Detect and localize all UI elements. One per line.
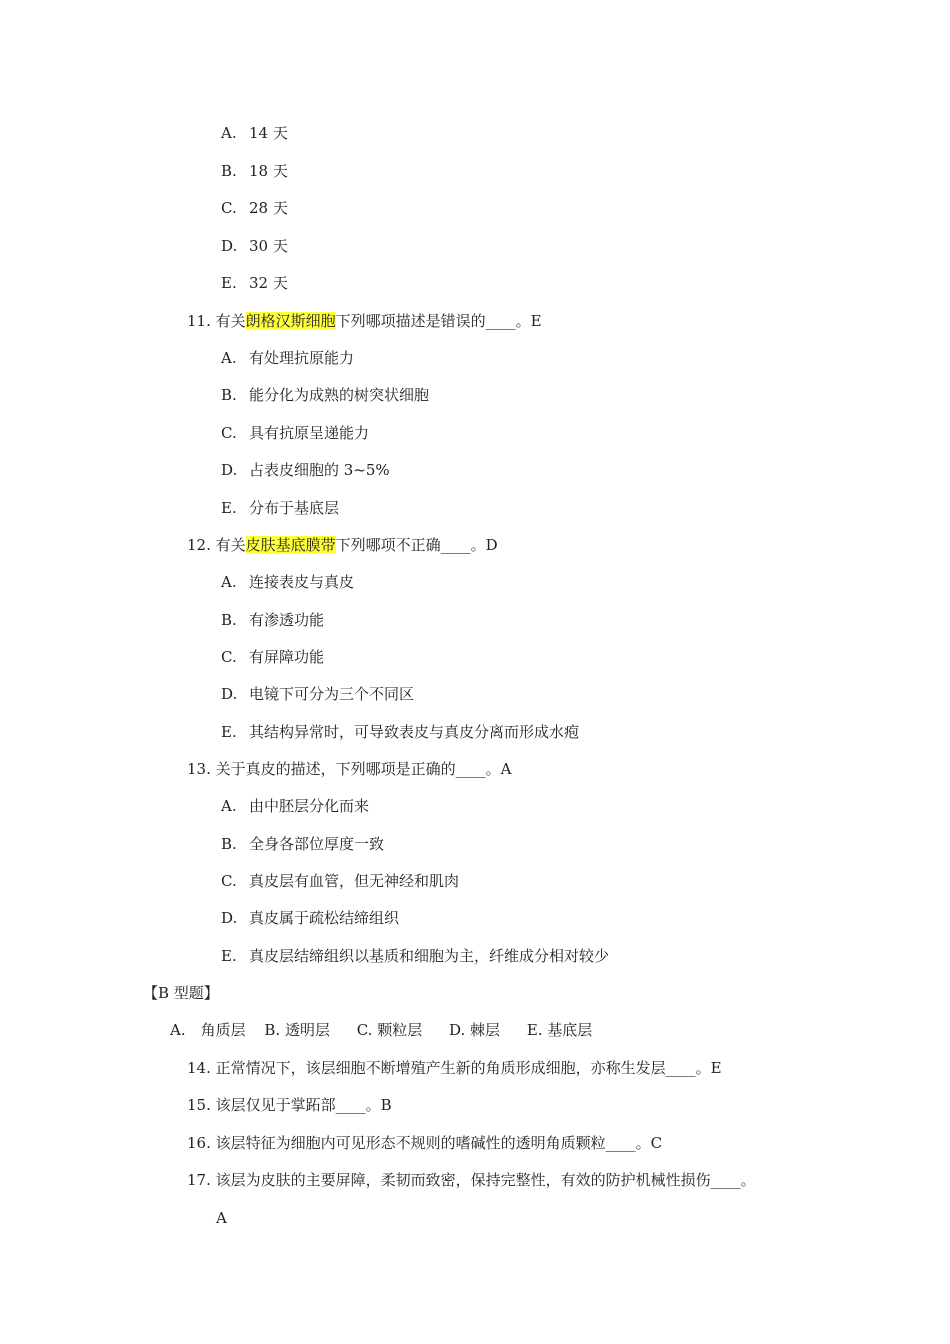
- option-item: D. 电镜下可分为三个不同区: [221, 685, 415, 703]
- option-item: B. 有渗透功能: [221, 611, 325, 629]
- option-item: D. 占表皮细胞的 3~5%: [221, 461, 390, 479]
- question-13: 13. 关于真皮的描述，下列哪项是正确的____。A: [187, 760, 512, 778]
- option-item: B. 18 天: [221, 162, 288, 180]
- option-item: C. 具有抗原呈递能力: [221, 424, 370, 442]
- option-item: E. 分布于基底层: [221, 499, 340, 517]
- option-item: D. 真皮属于疏松结缔组织: [221, 909, 400, 927]
- option-item: A. 由中胚层分化而来: [221, 797, 370, 815]
- question-14: 14. 正常情况下，该层细胞不断增殖产生新的角质形成细胞，亦称生发层____。E: [187, 1059, 722, 1077]
- question-12: 12. 有关皮肤基底膜带下列哪项不正确____。D: [187, 536, 498, 554]
- option-item: E. 真皮层结缔组织以基质和细胞为主，纤维成分相对较少: [221, 947, 610, 965]
- highlighted-term: 皮肤基底膜带: [245, 536, 336, 554]
- option-item: A. 有处理抗原能力: [221, 349, 355, 367]
- question-15: 15. 该层仅见于掌跖部____。B: [187, 1096, 392, 1114]
- option-item: A. 连接表皮与真皮: [221, 573, 355, 591]
- section-heading: 【B 型题】: [143, 984, 219, 1002]
- option-item: C. 28 天: [221, 199, 288, 217]
- option-item: D. 30 天: [221, 237, 288, 255]
- option-item: C. 有屏障功能: [221, 648, 325, 666]
- option-item: A. 14 天: [221, 124, 288, 142]
- question-11: 11. 有关朗格汉斯细胞下列哪项描述是错误的____。E: [187, 312, 542, 330]
- highlighted-term: 朗格汉斯细胞: [245, 312, 336, 330]
- answer-17: A: [216, 1209, 227, 1227]
- option-item: E. 32 天: [221, 274, 288, 292]
- option-item: C. 真皮层有血管，但无神经和肌肉: [221, 872, 460, 890]
- option-item: B. 能分化为成熟的树突状细胞: [221, 386, 430, 404]
- option-item: B. 全身各部位厚度一致: [221, 835, 385, 853]
- question-16: 16. 该层特征为细胞内可见形态不规则的嗜碱性的透明角质颗粒____。C: [187, 1134, 663, 1152]
- option-item: E. 其结构异常时，可导致表皮与真皮分离而形成水疱: [221, 723, 580, 741]
- question-17: 17. 该层为皮肤的主要屏障，柔韧而致密，保持完整性，有效的防护机械性损伤____。: [187, 1171, 756, 1189]
- shared-options: A. 角质层 B. 透明层 C. 颗粒层 D. 棘层 E. 基底层: [170, 1021, 593, 1039]
